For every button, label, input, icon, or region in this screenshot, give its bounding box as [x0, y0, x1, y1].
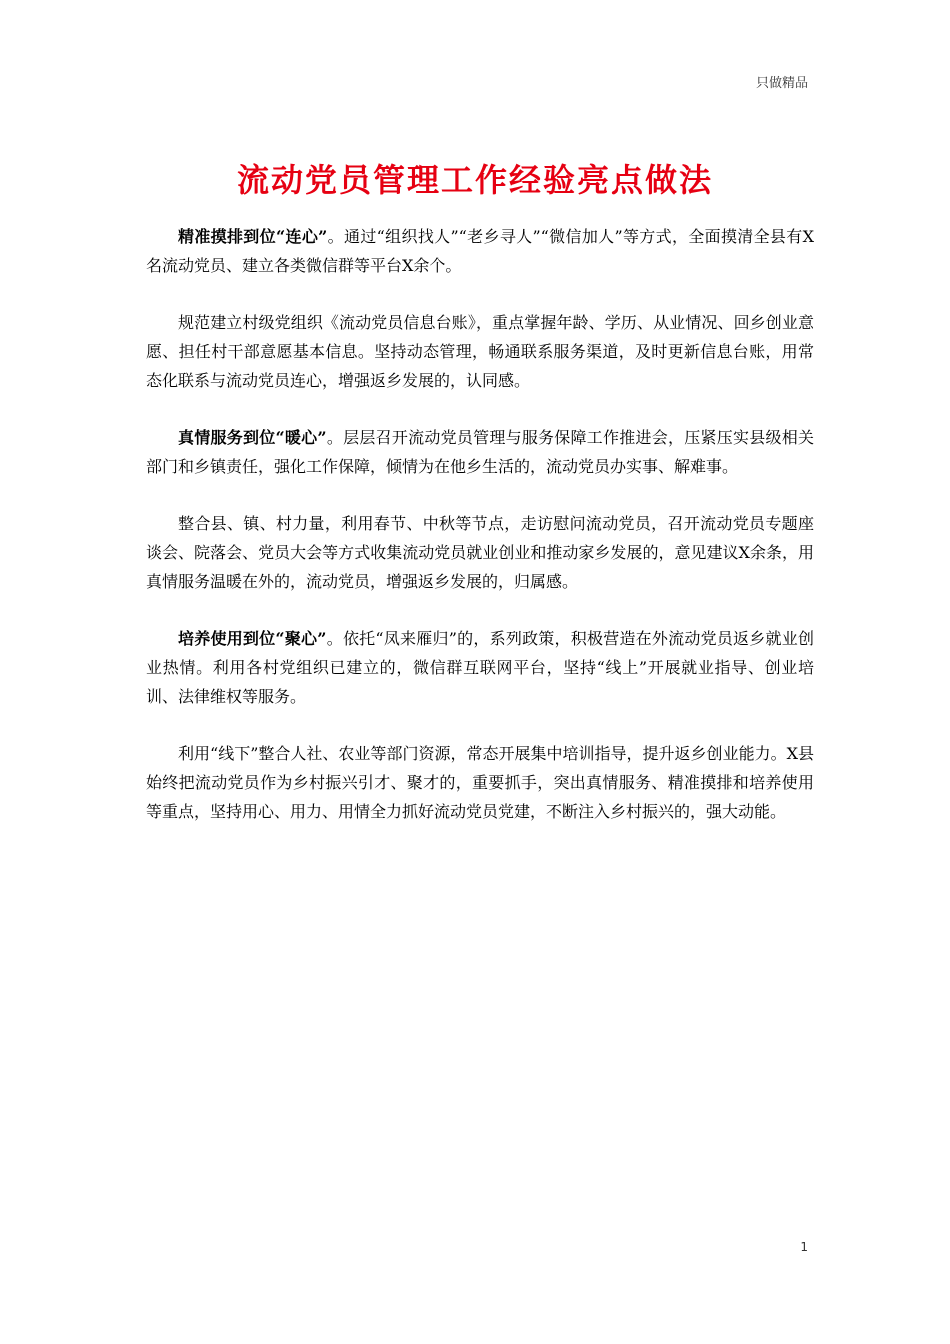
paragraph-text: 。层层召开流动党员管理与服务保障工作推进会，压紧压实县级相关部门和乡镇责任，强化工作保障，倾情为在他乡生活的，流动党员办实事、解难事。	[146, 428, 814, 476]
paragraph-lead: 培养使用到位“聚心”	[178, 629, 327, 648]
page-number: 1	[800, 1240, 808, 1254]
paragraph-text: 整合县、镇、村力量，利用春节、中秋等节点，走访慰问流动党员，召开流动党员专题座谈会、院落会、党员大会等方式收集流动党员就业创业和推动家乡发展的，意见建议X余条，用真情服务温暖在外的，流动党员，增强返乡发展的，归属感。	[146, 514, 814, 591]
paragraph-1	[146, 222, 814, 280]
paragraph-text: 。通过“组织找人”“老乡寻人”“微信加人”等方式，全面摸清全县有X名流动党员、建立各类微信群等平台X余个。	[146, 227, 814, 275]
paragraph-5	[146, 624, 814, 711]
paragraph-3	[146, 423, 814, 481]
paragraph-4	[146, 509, 814, 596]
paragraph-lead: 精准摸排到位“连心”	[178, 227, 328, 246]
paragraph-text: 利用“线下”整合人社、农业等部门资源，常态开展集中培训指导，提升返乡创业能力。X县始终把流动党员作为乡村振兴引才、聚才的，重要抓手，突出真情服务、精准摸排和培养使用等重点，坚持用心、用力、用情全力抓好流动党员党建，不断注入乡村振兴的，强大动能。	[146, 744, 814, 821]
paragraph-text: 。依托“凤来雁归”的，系列政策，积极营造在外流动党员返乡就业创业热情。利用各村党组织已建立的，微信群互联网平台，坚持“线上”开展就业指导、创业培训、法律维权等服务。	[146, 629, 814, 706]
paragraph-text: 规范建立村级党组织《流动党员信息台账》，重点掌握年龄、学历、从业情况、回乡创业意愿、担任村干部意愿基本信息。坚持动态管理，畅通联系服务渠道，及时更新信息台账，用常态化联系与流动党员连心，增强返乡发展的，认同感。	[146, 313, 814, 390]
paragraph-lead: 真情服务到位“暖心”	[178, 428, 327, 447]
paragraph-2	[146, 308, 814, 395]
document-body	[146, 222, 814, 854]
paragraph-6	[146, 739, 814, 826]
header-note: 只做精品	[755, 76, 808, 91]
document-title: 流动党员管理工作经验亮点做法	[236, 161, 713, 199]
